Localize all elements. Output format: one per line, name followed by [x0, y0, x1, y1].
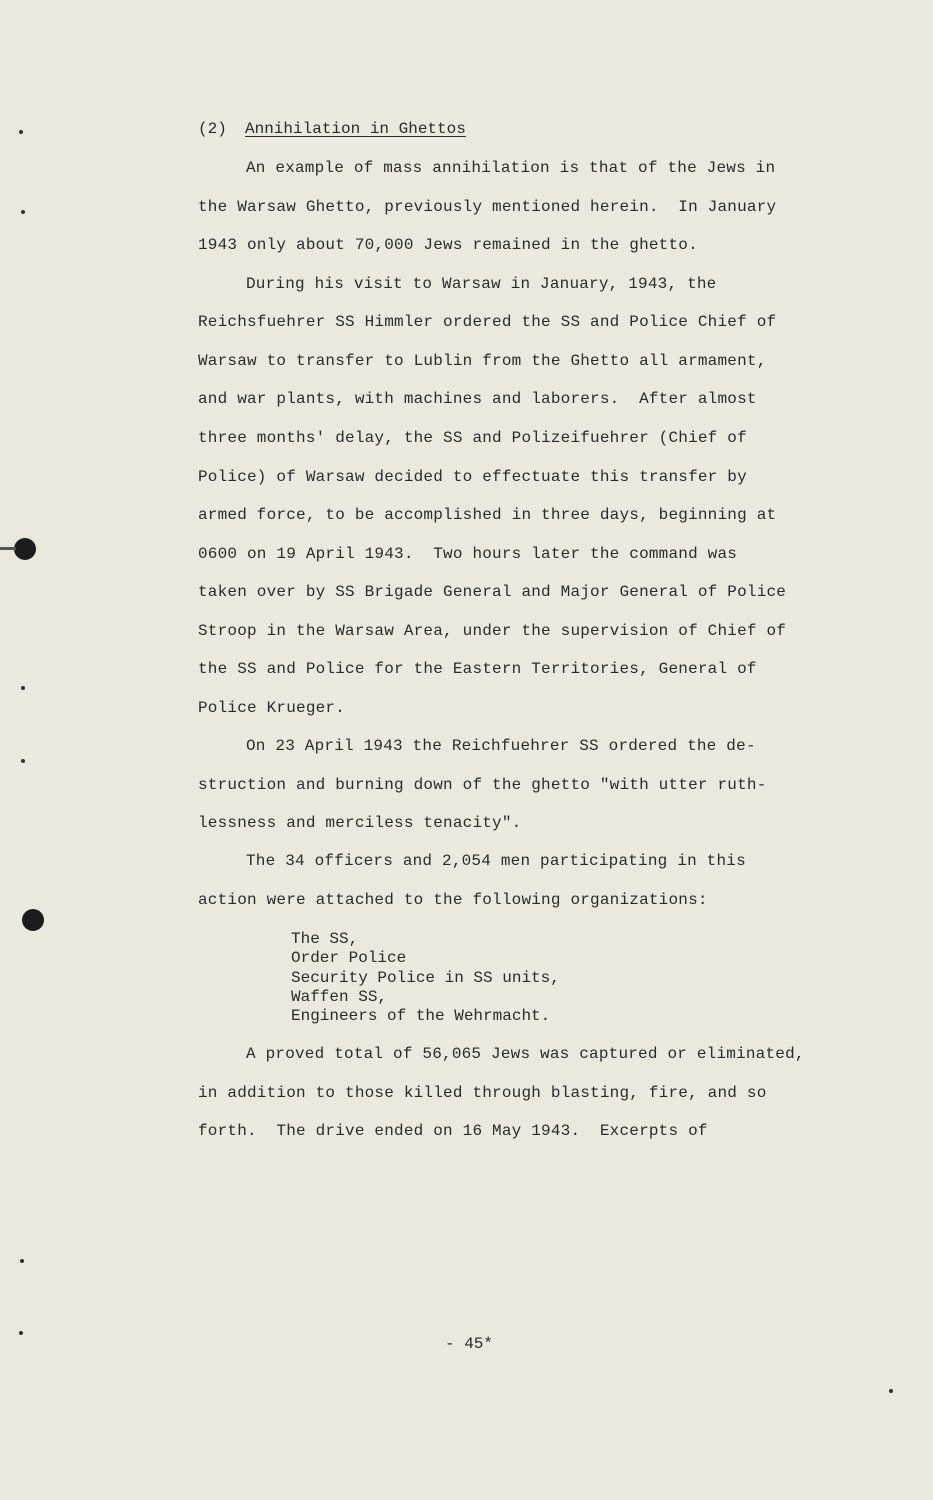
body-line: 1943 only about 70,000 Jews remained in the ghetto.	[198, 236, 698, 254]
body-line: Reichsfuehrer SS Himmler ordered the SS and Police Chief of	[198, 313, 777, 331]
body-line: During his visit to Warsaw in January, 1943, the	[246, 275, 717, 293]
margin-dot	[19, 130, 23, 134]
body-line: the Warsaw Ghetto, previously mentioned herein. In January	[198, 198, 777, 216]
body-line: struction and burning down of the ghetto "with utter ruth-	[198, 776, 767, 794]
list-item: Order Police	[291, 949, 407, 967]
list-item: Engineers of the Wehrmacht.	[291, 1007, 551, 1025]
body-line: action were attached to the following organizations:	[198, 891, 708, 909]
margin-dot	[19, 1331, 23, 1335]
list-item: Waffen SS,	[291, 988, 388, 1006]
body-line: the SS and Police for the Eastern Territories, General of	[198, 660, 757, 678]
body-line: Police Krueger.	[198, 699, 346, 717]
section-title: Annihilation in Ghettos	[245, 120, 466, 138]
margin-dot	[21, 759, 25, 763]
binder-hole-top	[14, 538, 36, 560]
body-line: taken over by SS Brigade General and Major General of Police	[198, 583, 787, 601]
body-line: forth. The drive ended on 16 May 1943. Excerpts of	[198, 1122, 708, 1140]
body-line: Warsaw to transfer to Lublin from the Ghetto all armament,	[198, 352, 767, 370]
binder-mark-top	[0, 547, 16, 550]
section-number: (2)	[198, 120, 227, 138]
margin-dot	[21, 210, 25, 214]
body-line: On 23 April 1943 the Reichfuehrer SS ordered the de-	[246, 737, 756, 755]
list-item: The SS,	[291, 930, 359, 948]
body-line: 0600 on 19 April 1943. Two hours later the command was	[198, 545, 738, 563]
body-line: An example of mass annihilation is that of the Jews in	[246, 159, 776, 177]
body-line: in addition to those killed through blasting, fire, and so	[198, 1084, 767, 1102]
margin-dot	[20, 1259, 24, 1263]
body-line: The 34 officers and 2,054 men participating in this	[246, 852, 746, 870]
binder-hole-bottom	[22, 909, 44, 931]
body-line: A proved total of 56,065 Jews was captured or eliminated,	[246, 1045, 805, 1063]
margin-dot	[21, 686, 25, 690]
body-line: lessness and merciless tenacity".	[198, 814, 522, 832]
body-line: and war plants, with machines and laborers. After almost	[198, 390, 757, 408]
list-item: Security Police in SS units,	[291, 969, 560, 987]
body-line: armed force, to be accomplished in three days, beginning at	[198, 506, 777, 524]
body-line: Stroop in the Warsaw Area, under the supervision of Chief of	[198, 622, 787, 640]
body-line: three months' delay, the SS and Polizeifuehrer (Chief of	[198, 429, 747, 447]
margin-dot	[889, 1389, 893, 1393]
page-number: - 45*	[445, 1335, 494, 1353]
body-line: Police) of Warsaw decided to effectuate this transfer by	[198, 468, 747, 486]
